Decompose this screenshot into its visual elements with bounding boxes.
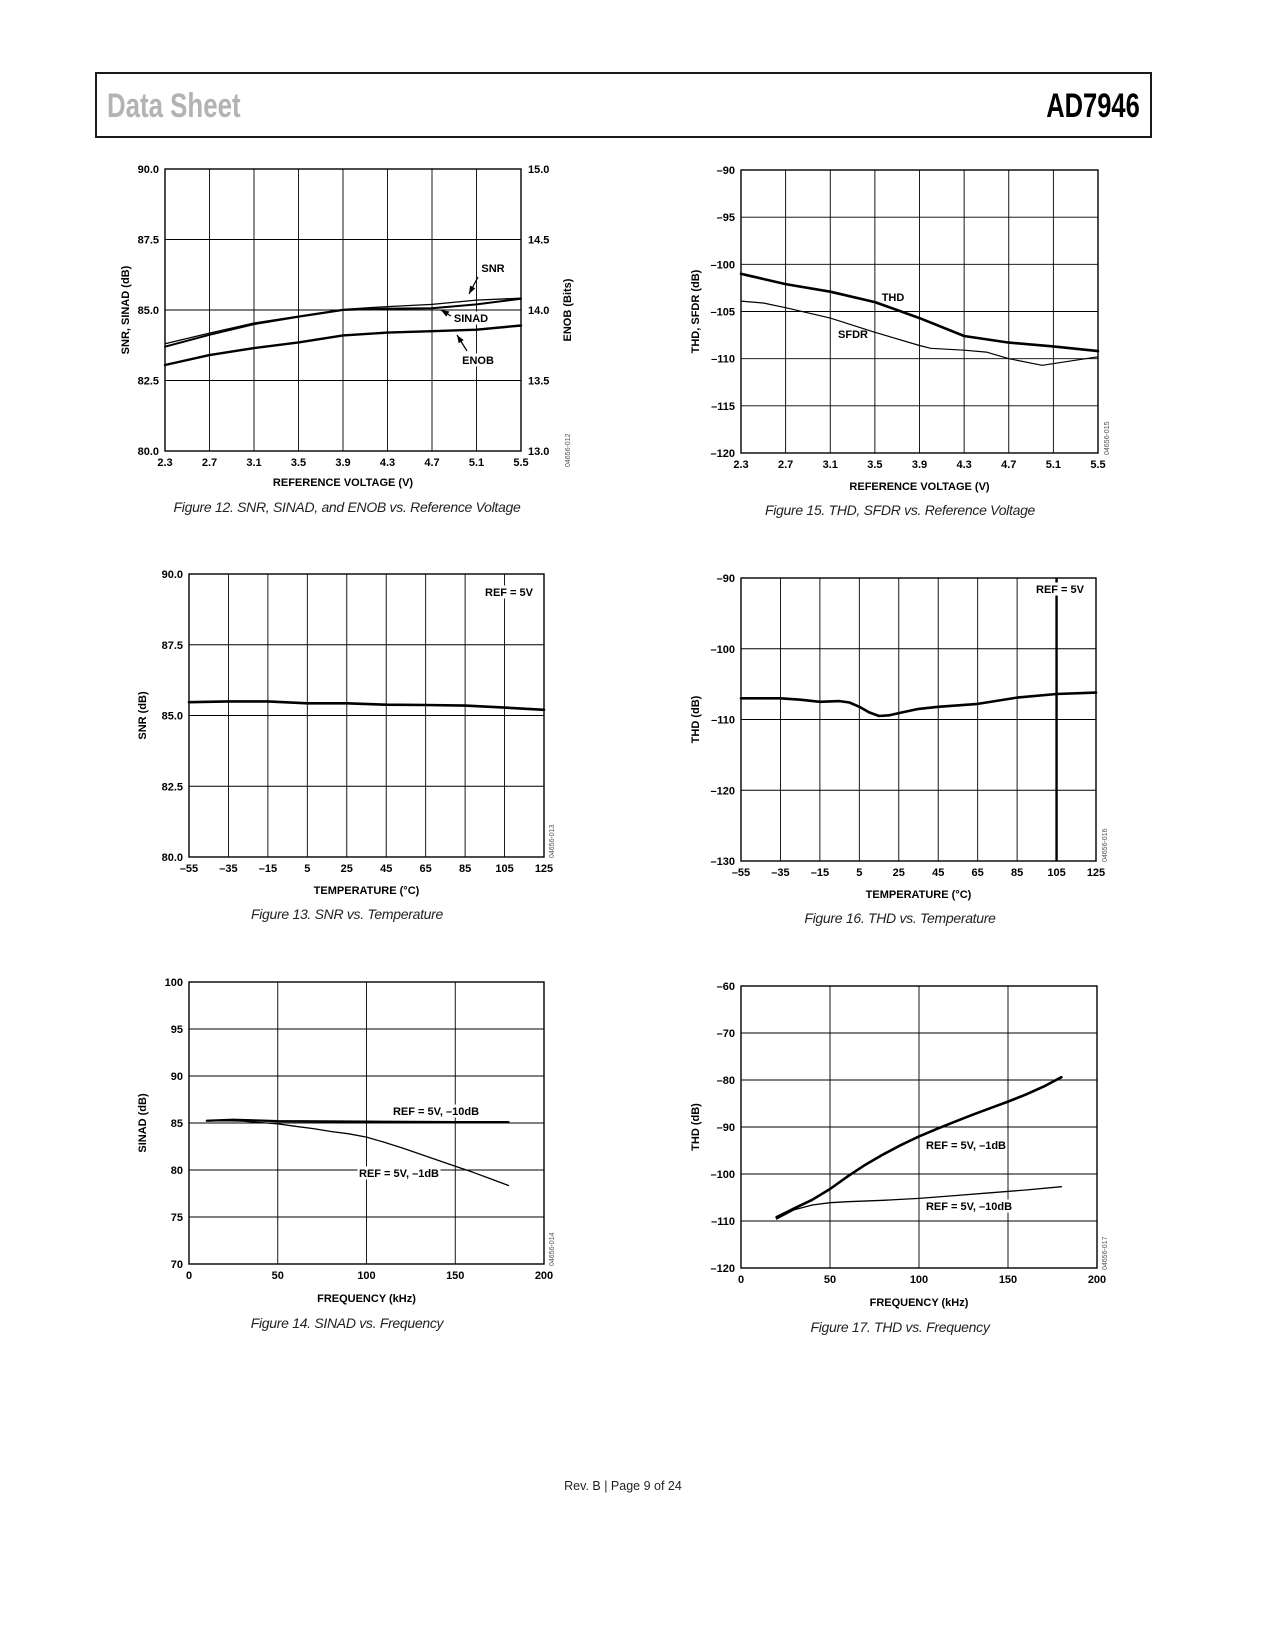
- y-tick-label: –115: [711, 400, 735, 413]
- figure-code-label: 04656-015: [1104, 421, 1111, 455]
- x-tick-label: –55: [731, 867, 751, 879]
- figure-16-caption: Figure 16. THD vs. Temperature: [804, 910, 996, 926]
- x-tick-label: 3.9: [335, 457, 351, 469]
- x-tick-label: 85: [458, 863, 472, 875]
- x-tick-label: 5.5: [513, 457, 529, 469]
- y-axis-title: SNR, SINAD (dB): [120, 265, 132, 355]
- y2-tick-label: 14.0: [528, 305, 550, 317]
- x-tick-label: 3.5: [867, 459, 883, 471]
- x-tick-label: 4.3: [956, 459, 972, 471]
- series-layer: [189, 701, 544, 709]
- y-axis-title: SNR (dB): [137, 691, 149, 740]
- x-tick-label: 5: [304, 863, 311, 875]
- x-tick-label: 105: [495, 863, 514, 875]
- y2-tick-label: 15.0: [528, 164, 550, 176]
- annotation-arrow: [441, 310, 451, 316]
- annotation-arrow: [457, 335, 467, 351]
- x-tick-label: 200: [1087, 1274, 1107, 1286]
- grid-layer: [741, 986, 1097, 1268]
- series-label-enob: ENOB: [462, 355, 494, 367]
- x-tick-label: 200: [534, 1270, 554, 1282]
- y-tick-label: 70: [170, 1259, 183, 1271]
- x-tick-label: 50: [823, 1274, 837, 1286]
- y-tick-label: 75: [170, 1212, 183, 1224]
- x-tick-label: 25: [892, 867, 905, 879]
- figure-12-caption: Figure 12. SNR, SINAD, and ENOB vs. Reference Voltage: [173, 499, 521, 515]
- y-tick-label: –120: [710, 785, 735, 798]
- grid-layer: [189, 574, 544, 857]
- y-axis-title: THD (dB): [690, 695, 702, 744]
- x-tick-label: 2.7: [201, 457, 218, 469]
- part-number-title: AD7946: [1046, 87, 1140, 125]
- figure-17-caption: Figure 17. THD vs. Frequency: [810, 1319, 990, 1335]
- y-tick-label: –120: [710, 448, 735, 460]
- figure-code-label: 04656-013: [549, 824, 556, 858]
- chart-figure-13: [137, 569, 556, 897]
- text-layer: [137, 977, 556, 1305]
- y-tick-label: –130: [710, 856, 735, 868]
- x-tick-label: 4.7: [1001, 459, 1017, 471]
- y-tick-label: –110: [711, 1216, 735, 1228]
- x-tick-label: 150: [998, 1274, 1018, 1286]
- x-axis-title: REFERENCE VOLTAGE (V): [272, 477, 414, 489]
- series-layer: [741, 693, 1096, 716]
- x-tick-label: 2.7: [777, 459, 794, 471]
- x-axis-title: REFERENCE VOLTAGE (V): [849, 481, 990, 493]
- x-axis-title: TEMPERATURE (°C): [313, 885, 420, 897]
- y-tick-label: –100: [710, 259, 735, 272]
- series-label-ref-5v: REF = 5V: [1036, 584, 1084, 596]
- x-tick-label: 3.1: [822, 459, 838, 471]
- figure-code-label: 04656-014: [549, 1232, 556, 1266]
- y2-tick-label: 14.5: [528, 234, 550, 247]
- y2-axis-title: ENOB (Bits): [562, 278, 574, 342]
- y-tick-label: 82.5: [161, 781, 183, 794]
- y-axis-title: THD (dB): [690, 1103, 702, 1151]
- figure-14-caption: Figure 14. SINAD vs. Frequency: [250, 1315, 444, 1331]
- x-tick-label: 100: [909, 1274, 929, 1286]
- y-tick-label: –95: [716, 212, 735, 225]
- y-tick-label: 80.0: [137, 446, 159, 458]
- chart-figure-12: [120, 164, 574, 489]
- x-tick-label: 45: [932, 867, 945, 879]
- x-tick-label: 2.3: [733, 459, 749, 471]
- page-footer: Rev. B | Page 9 of 24: [564, 1479, 682, 1493]
- x-axis-title: FREQUENCY (kHz): [869, 1297, 969, 1309]
- y-axis-title: THD, SFDR (dB): [690, 269, 702, 354]
- x-tick-label: 2.3: [157, 457, 173, 469]
- x-tick-label: 3.9: [911, 459, 928, 471]
- y-tick-label: 85.0: [137, 305, 159, 317]
- series-label-ref-5v: REF = 5V: [485, 587, 533, 599]
- y-tick-label: 90: [170, 1071, 183, 1083]
- figure-code-label: 04656-016: [1102, 828, 1109, 862]
- x-tick-label: 5: [856, 867, 863, 879]
- figure-15-caption: Figure 15. THD, SFDR vs. Reference Voltage: [764, 502, 1036, 518]
- x-tick-label: 65: [971, 867, 984, 879]
- y-axis-title: SINAD (dB): [137, 1093, 149, 1153]
- y-tick-label: –100: [710, 1169, 735, 1181]
- text-layer: [690, 573, 1109, 901]
- x-tick-label: 85: [1010, 867, 1024, 879]
- chart-figure-17: [690, 981, 1109, 1309]
- y-tick-label: 100: [164, 977, 183, 989]
- x-tick-label: 50: [271, 1270, 284, 1282]
- y-tick-label: –110: [711, 714, 735, 727]
- chart-figure-16: [690, 573, 1109, 901]
- chart-figure-14: [137, 977, 556, 1305]
- y-tick-label: –60: [716, 981, 735, 993]
- y2-tick-label: 13.0: [528, 446, 550, 458]
- y-tick-label: –80: [716, 1075, 735, 1087]
- chart-figure-15: [690, 165, 1111, 493]
- x-tick-label: 25: [340, 863, 353, 875]
- grid-layer: [741, 578, 1096, 861]
- grid-layer: [741, 170, 1098, 453]
- x-tick-label: 5.1: [468, 457, 485, 469]
- y-tick-label: –90: [716, 165, 735, 177]
- series-label-sfdr: SFDR: [838, 329, 868, 341]
- series-label-snr: SNR: [481, 263, 505, 275]
- x-axis-title: TEMPERATURE (°C): [865, 889, 972, 901]
- text-layer: [690, 165, 1111, 493]
- x-tick-label: 0: [185, 1270, 193, 1282]
- y-tick-label: 85.0: [161, 710, 183, 723]
- series-label-ref-5v-1db: REF = 5V, –1dB: [359, 1168, 439, 1180]
- x-tick-label: 150: [446, 1270, 465, 1282]
- x-axis-title: FREQUENCY (kHz): [317, 1293, 416, 1305]
- y-tick-label: –110: [711, 353, 735, 366]
- y-tick-label: 90.0: [137, 164, 159, 176]
- x-tick-label: –15: [810, 867, 830, 879]
- y-tick-label: 95: [170, 1024, 183, 1036]
- x-tick-label: 125: [534, 863, 554, 875]
- y-tick-label: 87.5: [161, 639, 183, 652]
- x-tick-label: –35: [771, 867, 790, 879]
- y-tick-label: –90: [716, 1122, 735, 1134]
- series-line-ref-5v: [741, 693, 1096, 716]
- x-tick-label: –35: [219, 863, 238, 875]
- y-tick-label: 80: [170, 1165, 183, 1177]
- y-tick-label: 87.5: [137, 234, 159, 247]
- series-label-ref-5v-1db: REF = 5V, –1dB: [926, 1140, 1006, 1152]
- x-tick-label: 3.5: [290, 457, 307, 469]
- y-tick-label: 85: [170, 1118, 183, 1130]
- x-tick-label: 65: [419, 863, 432, 875]
- x-tick-label: 0: [737, 1274, 745, 1286]
- figure-13-caption: Figure 13. SNR vs. Temperature: [250, 906, 443, 922]
- y-tick-label: –100: [710, 643, 735, 656]
- y-tick-label: –120: [710, 1263, 735, 1275]
- x-tick-label: 105: [1047, 867, 1066, 879]
- series-line-ref-5v: [189, 701, 544, 709]
- y-tick-label: –90: [716, 573, 735, 585]
- x-tick-label: 4.3: [379, 457, 396, 469]
- y-tick-label: –105: [710, 306, 735, 319]
- x-tick-label: 4.7: [424, 457, 440, 469]
- x-tick-label: 5.1: [1045, 459, 1062, 471]
- x-tick-label: 5.5: [1090, 459, 1106, 471]
- y-tick-label: –70: [716, 1028, 735, 1040]
- x-tick-label: 100: [357, 1270, 376, 1282]
- document-type-title: Data Sheet: [107, 87, 241, 125]
- x-tick-label: 125: [1086, 867, 1106, 879]
- x-tick-label: 45: [380, 863, 393, 875]
- x-tick-label: –15: [258, 863, 278, 875]
- figure-code-label: 04656-017: [1102, 1236, 1109, 1270]
- series-label-thd: THD: [881, 292, 905, 304]
- y-tick-label: 80.0: [161, 852, 183, 864]
- series-label-sinad: SINAD: [453, 313, 489, 325]
- y2-tick-label: 13.5: [528, 375, 550, 388]
- y-tick-label: 90.0: [161, 569, 183, 581]
- figure-code-label: 04656-012: [565, 433, 572, 467]
- x-tick-label: 3.1: [246, 457, 262, 469]
- series-label-ref-5v-10db: REF = 5V, –10dB: [392, 1106, 480, 1118]
- series-label-ref-5v-10db: REF = 5V, –10dB: [925, 1201, 1013, 1213]
- y-tick-label: 82.5: [137, 375, 159, 388]
- page-header: [95, 72, 1152, 138]
- x-tick-label: –55: [179, 863, 199, 875]
